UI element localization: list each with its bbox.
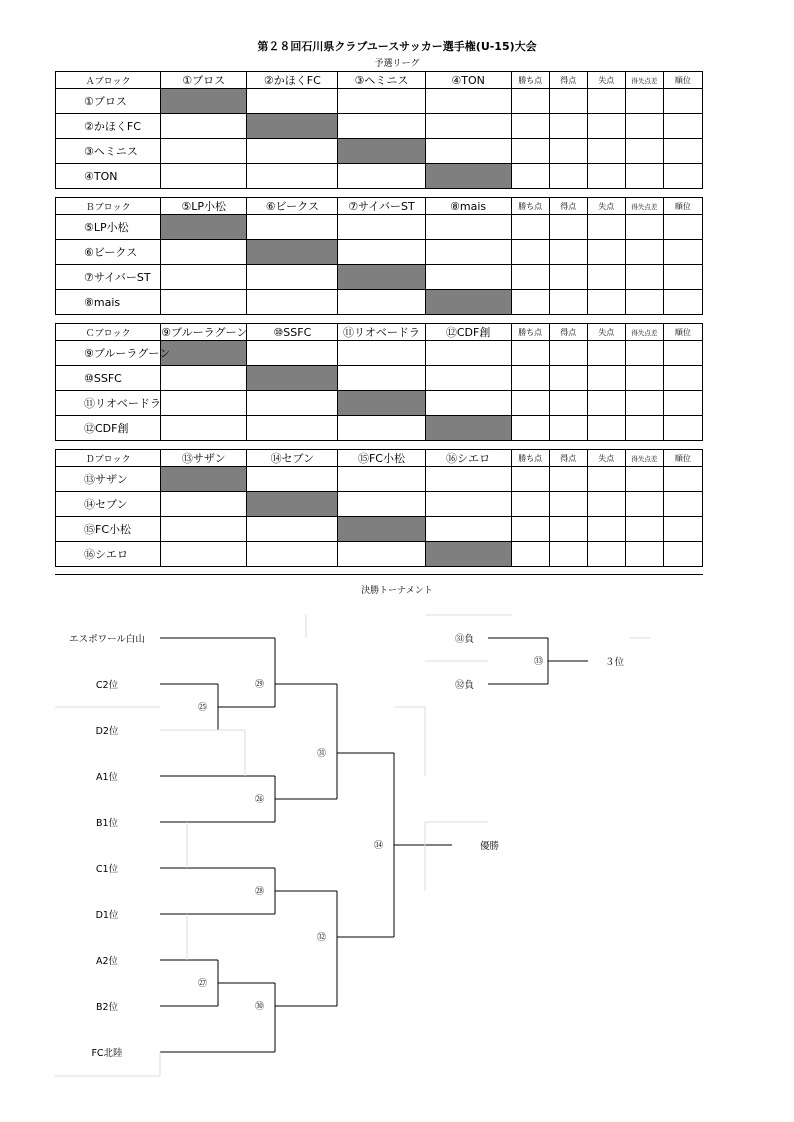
column-header-stat: 得点 xyxy=(549,198,587,215)
column-header-team: ⑩SSFC xyxy=(247,324,338,341)
entrant-label: D2位 xyxy=(95,726,119,737)
row-team-name: ③ヘミニス xyxy=(56,139,161,164)
column-header-team: ③ヘミニス xyxy=(338,72,425,89)
column-header-stat: 得失点差 xyxy=(625,450,663,467)
column-header-stat: 失点 xyxy=(587,72,625,89)
column-header-stat: 順位 xyxy=(663,72,702,89)
column-header-stat: 得失点差 xyxy=(625,72,663,89)
column-header-team: ⑮FC小松 xyxy=(338,450,425,467)
column-header-team: ①ブロス xyxy=(161,72,247,89)
match-number-28: ㉘ xyxy=(255,887,265,897)
row-team-name: ②かほくFC xyxy=(56,114,161,139)
row-team-name: ⑫CDF創 xyxy=(56,416,161,441)
column-header-stat: 順位 xyxy=(663,324,702,341)
entrant-label: FC北陸 xyxy=(91,1048,123,1059)
match-number-30: ㉚ xyxy=(255,1002,265,1012)
column-header-stat: 得失点差 xyxy=(625,324,663,341)
match-number-26: ㉖ xyxy=(255,795,265,805)
entrant-label: B2位 xyxy=(95,1002,119,1013)
row-team-name: ⑤LP小松 xyxy=(56,215,161,240)
block-label: Ｃブロック xyxy=(56,324,161,341)
column-header-team: ④TON xyxy=(425,72,511,89)
column-header-team: ⑪リオベードラ xyxy=(338,324,425,341)
block-label: Ｄブロック xyxy=(56,450,161,467)
column-header-stat: 失点 xyxy=(587,450,625,467)
row-team-name: ⑪リオベードラ xyxy=(56,391,161,416)
row-team-name: ⑬サザン xyxy=(56,467,161,492)
entrant-label: D1位 xyxy=(95,910,119,921)
entrant-label: A2位 xyxy=(95,956,119,967)
row-team-name: ⑭セブン xyxy=(56,492,161,517)
block-label: Ａブロック xyxy=(56,72,161,89)
row-team-name: ①ブロス xyxy=(56,89,161,114)
champion-label: 優勝 xyxy=(480,841,500,852)
row-team-name: ⑦サイバーST xyxy=(56,265,161,290)
column-header-stat: 得点 xyxy=(549,324,587,341)
match-number-27: ㉗ xyxy=(198,979,208,989)
column-header-team: ⑤LP小松 xyxy=(161,198,247,215)
entrant-label: エスポワール白山 xyxy=(69,634,145,645)
loser-label: ㉜負 xyxy=(455,680,475,691)
column-header-stat: 順位 xyxy=(663,450,702,467)
entrant-label: C1位 xyxy=(95,864,119,875)
match-number-32: ㉜ xyxy=(317,933,327,943)
column-header-stat: 失点 xyxy=(587,198,625,215)
row-team-name: ⑥ビークス xyxy=(56,240,161,265)
tournament-title: 決勝トーナメント xyxy=(361,586,433,596)
column-header-team: ⑧mais xyxy=(425,198,511,215)
row-team-name: ⑨ブルーラグーン xyxy=(56,341,161,366)
column-header-stat: 勝ち点 xyxy=(511,198,549,215)
row-team-name: ⑧mais xyxy=(56,290,161,315)
row-team-name: ⑯シエロ xyxy=(56,542,161,567)
match-number-31: ㉛ xyxy=(317,749,327,759)
column-header-stat: 勝ち点 xyxy=(511,72,549,89)
column-header-stat: 順位 xyxy=(663,198,702,215)
column-header-stat: 勝ち点 xyxy=(511,450,549,467)
column-header-team: ⑯シエロ xyxy=(425,450,511,467)
entrant-label: B1位 xyxy=(95,818,119,829)
column-header-stat: 勝ち点 xyxy=(511,324,549,341)
column-header-stat: 得点 xyxy=(549,72,587,89)
block-label: Ｂブロック xyxy=(56,198,161,215)
column-header-team: ⑬サザン xyxy=(161,450,247,467)
match-number-25: ㉕ xyxy=(198,703,208,713)
row-team-name: ④TON xyxy=(56,164,161,189)
column-header-team: ⑭セブン xyxy=(247,450,338,467)
column-header-stat: 失点 xyxy=(587,324,625,341)
column-header-team: ⑨ブルーラグーン xyxy=(161,324,247,341)
page-title: 第２８回石川県クラブユースサッカー選手権(U-15)大会 xyxy=(257,40,537,53)
row-team-name: ⑮FC小松 xyxy=(56,517,161,542)
third-place-label: ３位 xyxy=(605,657,625,668)
column-header-team: ⑫CDF創 xyxy=(425,324,511,341)
column-header-stat: 得失点差 xyxy=(625,198,663,215)
entrant-label: A1位 xyxy=(95,772,119,783)
column-header-team: ⑥ビークス xyxy=(247,198,338,215)
league-subtitle: 予選リーグ xyxy=(374,59,420,69)
match-number-34: ㉞ xyxy=(374,841,384,851)
column-header-team: ⑦サイバーST xyxy=(338,198,425,215)
column-header-stat: 得点 xyxy=(549,450,587,467)
match-number-33: ㉝ xyxy=(534,657,544,667)
loser-label: ㉛負 xyxy=(455,634,475,645)
match-number-29: ㉙ xyxy=(255,680,265,690)
entrant-label: C2位 xyxy=(95,680,119,691)
column-header-team: ②かほくFC xyxy=(247,72,338,89)
row-team-name: ⑩SSFC xyxy=(56,366,161,391)
